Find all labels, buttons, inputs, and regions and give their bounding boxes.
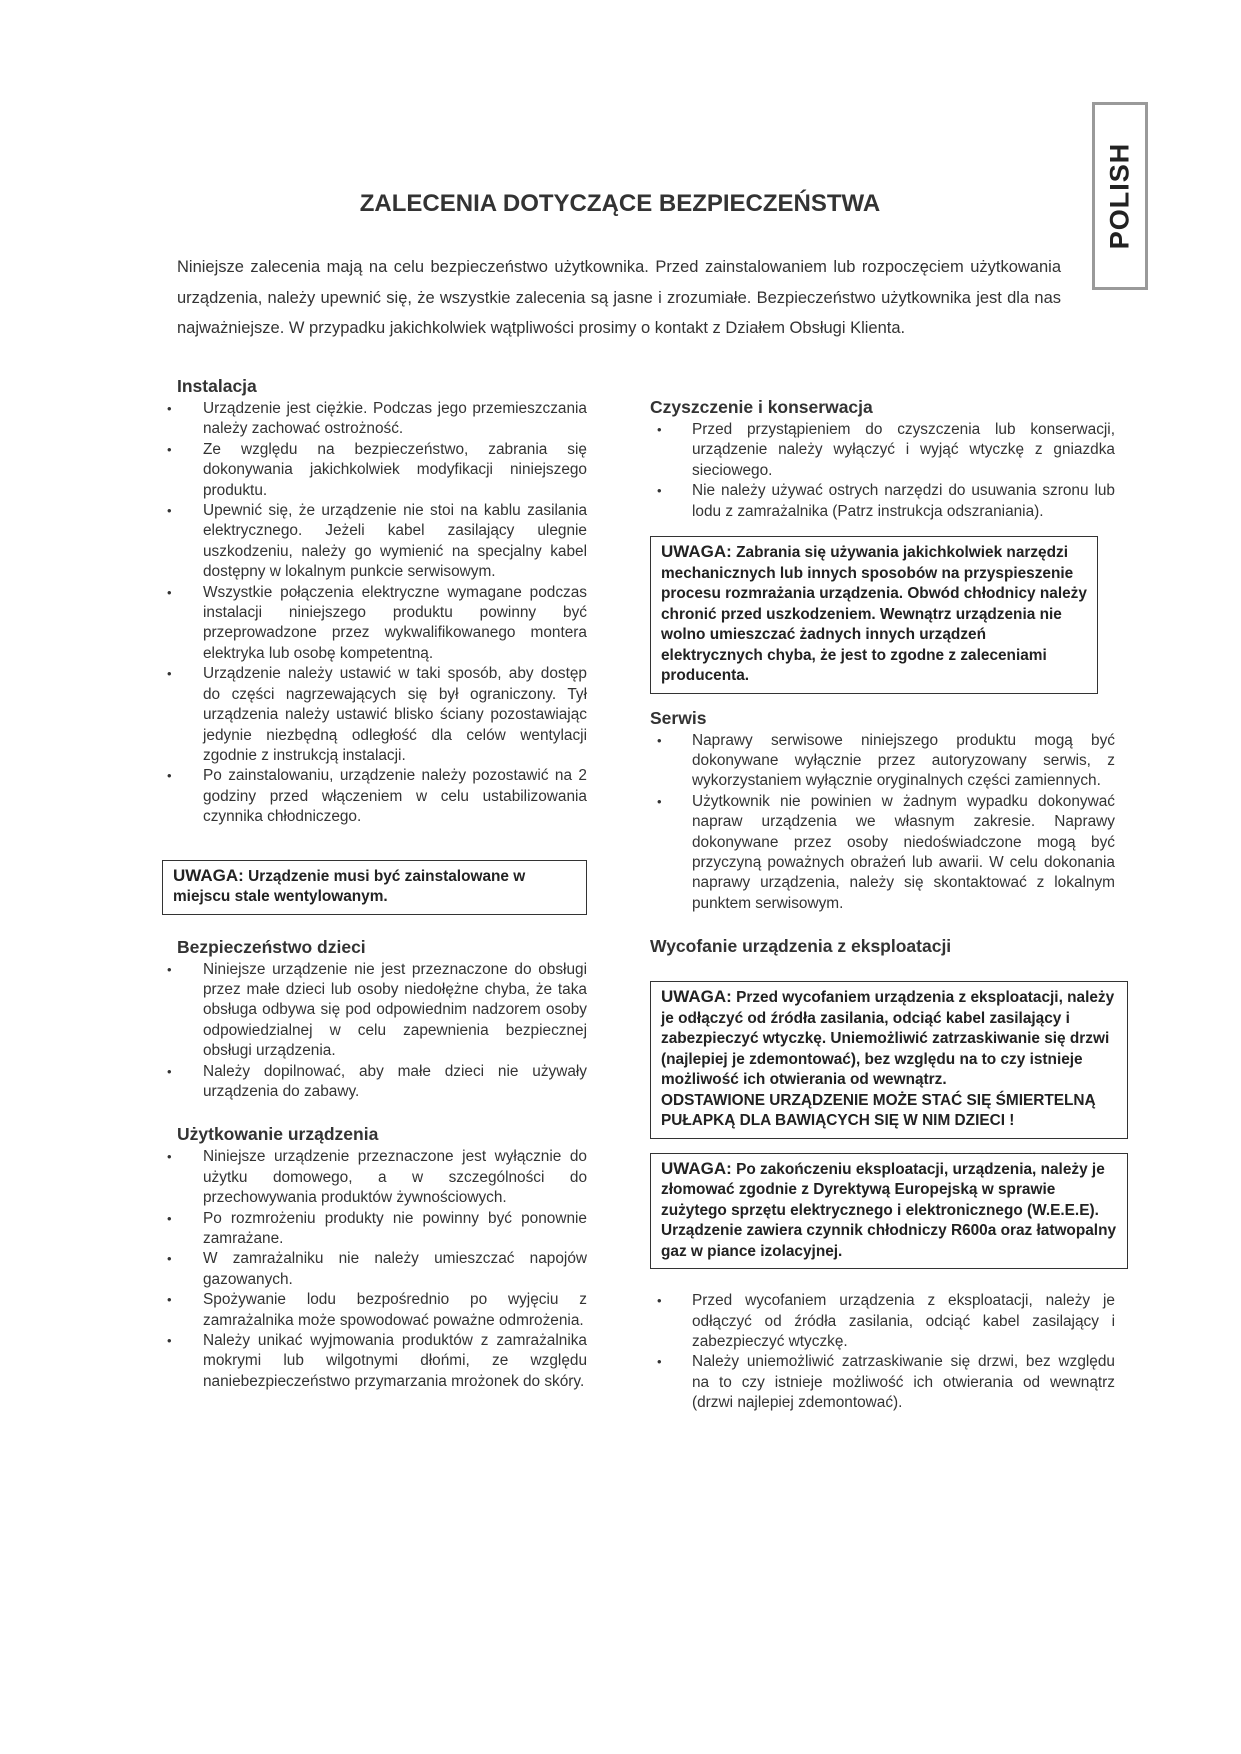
list-item	[162, 440, 587, 501]
language-tab	[1092, 102, 1148, 290]
section-heading-child-safety: Bezpieczeństwo dzieci	[177, 936, 366, 957]
list-item	[650, 731, 1115, 792]
bullet-icon: •	[167, 666, 172, 682]
list-item-text: Należy uniemożliwić zatrzaskiwanie się drzwi, bez względu na to czy istnieje możliwość ich otwierania od wewnątrz (drzwi najlepiej zdemontować).	[692, 1353, 1115, 1412]
section-heading-usage: Użytkowanie urządzenia	[177, 1124, 379, 1145]
list-item	[162, 399, 587, 440]
usage-list	[162, 1147, 587, 1392]
bullet-icon: •	[657, 422, 662, 437]
warning-text: Zabrania się używania jakichkolwiek narzędzi mechanicznych lub innych sposobów na przyspieszenie procesu rozmrażania urządzenia. Obwód chłodnicy należy chronić przed uszkodzeniem. Wewnątrz urządzenia nie wolno umieszczać żadnych innych urządzeń elektrycznych chyba, że jest to zgodne z zaleceniami producenta.	[661, 544, 1087, 685]
list-item	[650, 792, 1115, 914]
list-item	[650, 1352, 1115, 1413]
service-list	[650, 731, 1115, 915]
list-item	[162, 1062, 587, 1103]
list-item-text: Upewnić się, że urządzenie nie stoi na kablu zasilania elektrycznego. Jeżeli kabel zasilający ulegnie uszkodzeniu, należy go wymienić na specjalny kabel dostępny w lokalnym punkcie serwisowym.	[203, 502, 587, 581]
bullet-icon: •	[167, 1251, 172, 1267]
list-item-text: Przed przystąpieniem do czyszczenia lub konserwacji, urządzenie należy wyłączyć i wyjąć wtyczkę z gniazdka sieciowego.	[692, 421, 1115, 479]
bullet-icon: •	[167, 401, 172, 416]
list-item-text: Spożywanie lodu bezpośrednio po wyjęciu z zamrażalnika może spowodować poważne odmrożenia.	[203, 1291, 587, 1329]
bullet-icon: •	[167, 1210, 172, 1226]
list-item	[162, 1290, 587, 1331]
bullet-icon: •	[167, 768, 172, 784]
list-item-text: Po zainstalowaniu, urządzenie należy pozostawić na 2 godziny przed włączeniem w celu ustabilizowania czynnika chłodniczego.	[203, 767, 587, 826]
section-heading-cleaning: Czyszczenie i konserwacja	[650, 397, 873, 417]
warning-lead: UWAGA:	[661, 1158, 732, 1178]
bullet-icon: •	[167, 1149, 172, 1165]
warning-lead: UWAGA:	[661, 987, 732, 1007]
list-item	[162, 583, 587, 665]
list-item	[650, 481, 1115, 522]
bullet-icon: •	[657, 483, 662, 499]
list-item-text: Urządzenie jest ciężkie. Podczas jego przemieszczania należy zachować ostrożność.	[203, 400, 587, 438]
list-item	[162, 960, 587, 1062]
warning-box-disposal	[650, 981, 1128, 1139]
left-column	[162, 376, 587, 1392]
warning-lead: UWAGA:	[173, 865, 244, 885]
list-item-text: Użytkownik nie powinien w żadnym wypadku dokonywać napraw urządzenia we własnym zakresie. Naprawy dokonywane przez osoby niedoświadczone mogą być przyczyną poważnych obrażeń lub awarii. W celu dokonania naprawy urządzenia, należy się skontaktować z lokalnym punktem serwisowym.	[692, 792, 1115, 912]
list-item-text: Urządzenie należy ustawić w taki sposób, aby dostęp do części nagrzewających się był ograniczony. Tył urządzenia należy ustawić blisko ściany pozostawiając jedynie niezbędną odległość dla celów wentylacji zgodnie z instrukcją instalacji.	[203, 665, 587, 764]
list-item-text: Niniejsze urządzenie przeznaczone jest wyłącznie do użytku domowego, a w szczególności do przechowywania produktów żywnościowych.	[203, 1148, 587, 1207]
section-heading-disposal: Wycofanie urządzenia z eksploatacji	[650, 936, 952, 957]
list-item	[162, 1331, 587, 1392]
installation-list	[162, 399, 587, 828]
list-item-text: W zamrażalniku nie należy umieszczać napojów gazowanych.	[203, 1250, 587, 1288]
list-item-text: Należy unikać wyjmowania produktów z zamrażalnika mokrymi lub wilgotnymi dłońmi, ze względu naniebezpieczeństwo przymarzania mrożonek do skóry.	[203, 1332, 587, 1390]
bullet-icon: •	[657, 793, 662, 809]
list-item	[162, 1209, 587, 1250]
list-item	[162, 1249, 587, 1290]
list-item	[650, 1291, 1115, 1352]
bullet-icon: •	[657, 1293, 662, 1309]
warning-caps-text: ODSTAWIONE URZĄDZENIE MOŻE STAĆ SIĘ ŚMIERTELNĄ PUŁAPKĄ DLA BAWIĄCYCH SIĘ W NIM DZIECI !	[661, 1091, 1096, 1130]
warning-text: Urządzenie musi być zainstalowane w miejscu stale wentylowanym.	[173, 867, 526, 906]
list-item	[650, 420, 1115, 481]
list-item	[162, 766, 587, 827]
list-item	[162, 664, 587, 766]
list-item-text: Nie należy używać ostrych narzędzi do usuwania szronu lub lodu z zamrażalnika (Patrz instrukcja odszraniania).	[692, 482, 1115, 520]
page-title: ZALECENIA DOTYCZĄCE BEZPIECZEŃSTWA	[359, 190, 881, 217]
warning-text: Przed wycofaniem urządzenia z eksploatacji, należy je odłączyć od źródła zasilania, odciąć kabel zasilający i zabezpieczyć wtyczkę. Uniemożliwić zatrzaskiwanie się drzwi (najlepiej je zdemontować), bez względu na to czy istnieje możliwość ich otwierania od wewnątrz.	[661, 989, 1115, 1089]
list-item-text: Po rozmrożeniu produkty nie powinny być ponownie zamrażane.	[203, 1209, 587, 1247]
bullet-icon: •	[167, 961, 172, 977]
child-safety-list	[162, 960, 587, 1103]
section-heading-service: Serwis	[650, 707, 707, 728]
list-item-text: Przed wycofaniem urządzenia z eksploatacji, należy je odłączyć od źródła zasilania, odciąć kabel zasilający i zabezpieczyć wtyczkę.	[692, 1292, 1115, 1350]
bullet-icon: •	[167, 1333, 172, 1349]
warning-box-ventilation	[162, 860, 587, 915]
disposal-list	[650, 1291, 1115, 1413]
bullet-icon: •	[657, 732, 662, 748]
bullet-icon: •	[167, 503, 172, 519]
warning-lead: UWAGA:	[661, 542, 732, 562]
warning-text: Po zakończeniu eksploatacji, urządzenia, należy je złomować zgodnie z Dyrektywą Europejską w sprawie zużytego sprzętu elektrycznego i elektronicznego (W.E.E.E). Urządzenie zawiera czynnik chłodniczy R600a oraz łatwopalny gaz w piance izolacyjnej.	[661, 1160, 1117, 1260]
list-item-text: Niniejsze urządzenie nie jest przeznaczone do obsługi przez małe dzieci lub osoby niedołężne chyba, że taka obsługa odbywa się pod odpowiednim nadzorem osoby odpowiedzialnej w celu zapewnienia bezpiecznej obsługi urządzenia.	[203, 960, 587, 1060]
list-item-text: Ze względu na bezpieczeństwo, zabrania się dokonywania jakichkolwiek modyfikacji niniejszego produktu.	[203, 440, 587, 499]
cleaning-list	[650, 420, 1115, 522]
bullet-icon: •	[657, 1354, 662, 1370]
right-column	[650, 397, 1115, 1414]
warning-box-defrost	[650, 536, 1098, 694]
bullet-icon: •	[167, 584, 172, 600]
warning-box-weee	[650, 1153, 1128, 1270]
bullet-icon: •	[167, 1063, 172, 1079]
bullet-icon: •	[167, 441, 172, 457]
list-item-text: Naprawy serwisowe niniejszego produktu mogą być dokonywane wyłącznie przez autoryzowany serwis, z wykorzystaniem wyłącznie oryginalnych części zamiennych.	[692, 731, 1115, 790]
section-heading-installation: Instalacja	[177, 376, 257, 396]
list-item	[162, 1147, 587, 1208]
bullet-icon: •	[167, 1292, 172, 1308]
list-item-text: Należy dopilnować, aby małe dzieci nie używały urządzenia do zabawy.	[203, 1062, 587, 1100]
list-item	[162, 501, 587, 583]
list-item-text: Wszystkie połączenia elektryczne wymagane podczas instalacji niniejszego produktu powinny być przeprowadzone przez wykwalifikowanego montera elektryka lub osobę kompetentną.	[203, 583, 587, 662]
language-tab-label: POLISH	[1104, 142, 1135, 250]
intro-paragraph: Niniejsze zalecenia mają na celu bezpieczeństwo użytkownika. Przed zainstalowaniem lub rozpoczęciem użytkowania urządzenia, należy upewnić się, że wszystkie zalecenia są jasne i zrozumiałe. Bezpieczeństwo użytkownika jest dla nas najważniejsze. W przypadku jakichkolwiek wątpliwości prosimy o kontakt z Działem Obsługi Klienta.	[177, 258, 1061, 337]
